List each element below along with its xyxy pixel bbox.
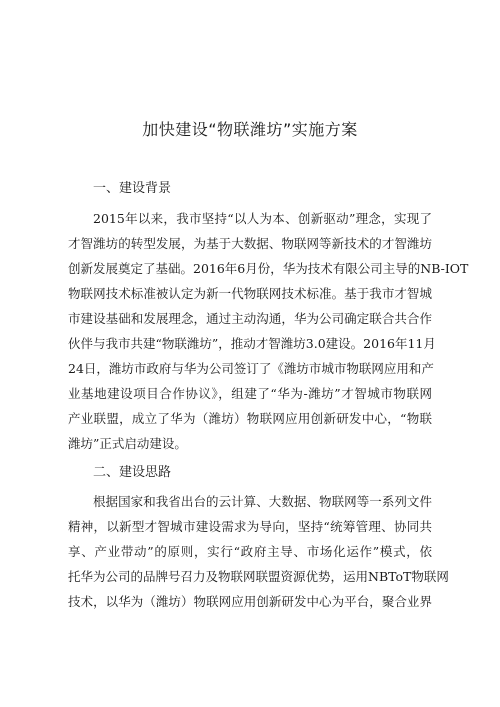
paragraph-line: 精神，以新型才智城市建设需求为导向，坚持“统筹管理、协同共 xyxy=(68,519,432,534)
paragraph-line: 24日，潍坊市政府与华为公司签订了《潍坊市城市物联网应用和产 xyxy=(68,361,434,376)
section-background-paragraph xyxy=(68,206,469,456)
paragraph-line: 享、产业带动”的原则，实行“政府主导、市场化运作”模式，依 xyxy=(68,544,432,559)
paragraph-line: 2015年以来，我市坚持“以人为本、创新驱动”理念，实现了 xyxy=(93,211,432,226)
document-title: 加快建设“物联潍坊”实施方案 xyxy=(142,120,358,139)
paragraph-line: 物联网技术标准被认定为新一代物联网技术标准。基于我市才智城 xyxy=(68,286,432,301)
paragraph-line: 创新发展奠定了基础。2016年6月份，华为技术有限公司主导的NB-IOT xyxy=(68,261,469,276)
paragraph-line: 技术，以华为（潍坊）物联网应用创新研发中心为平台，聚合业界 xyxy=(68,594,432,609)
paragraph-line: 产业联盟，成立了华为（潍坊）物联网应用创新研发中心，“物联 xyxy=(68,411,432,426)
paragraph-line: 伙伴与我市共建“物联潍坊”，推动才智潍坊3.0建设。2016年11月 xyxy=(68,336,436,351)
paragraph-line: 才智潍坊的转型发展，为基于大数据、物联网等新技术的才智潍坊 xyxy=(68,236,432,251)
paragraph-line: 市建设基础和发展理念，通过主动沟通，华为公司确定联合共合作 xyxy=(68,311,432,326)
section-heading-approach: 二、建设思路 xyxy=(93,465,172,480)
section-approach-paragraph xyxy=(68,489,449,614)
section-heading-background: 一、建设背景 xyxy=(93,181,172,196)
paragraph-line: 根据国家和我省出台的云计算、大数据、物联网等一系列文件 xyxy=(93,494,432,509)
paragraph-line: 托华为公司的品牌号召力及物联网联盟资源优势，运用NBToT物联网 xyxy=(68,569,449,584)
paragraph-line: 潍坊”正式启动建设。 xyxy=(68,436,187,451)
paragraph-line: 业基地建设项目合作协议》，组建了“华为-潍坊”才智城市物联网 xyxy=(68,386,432,401)
